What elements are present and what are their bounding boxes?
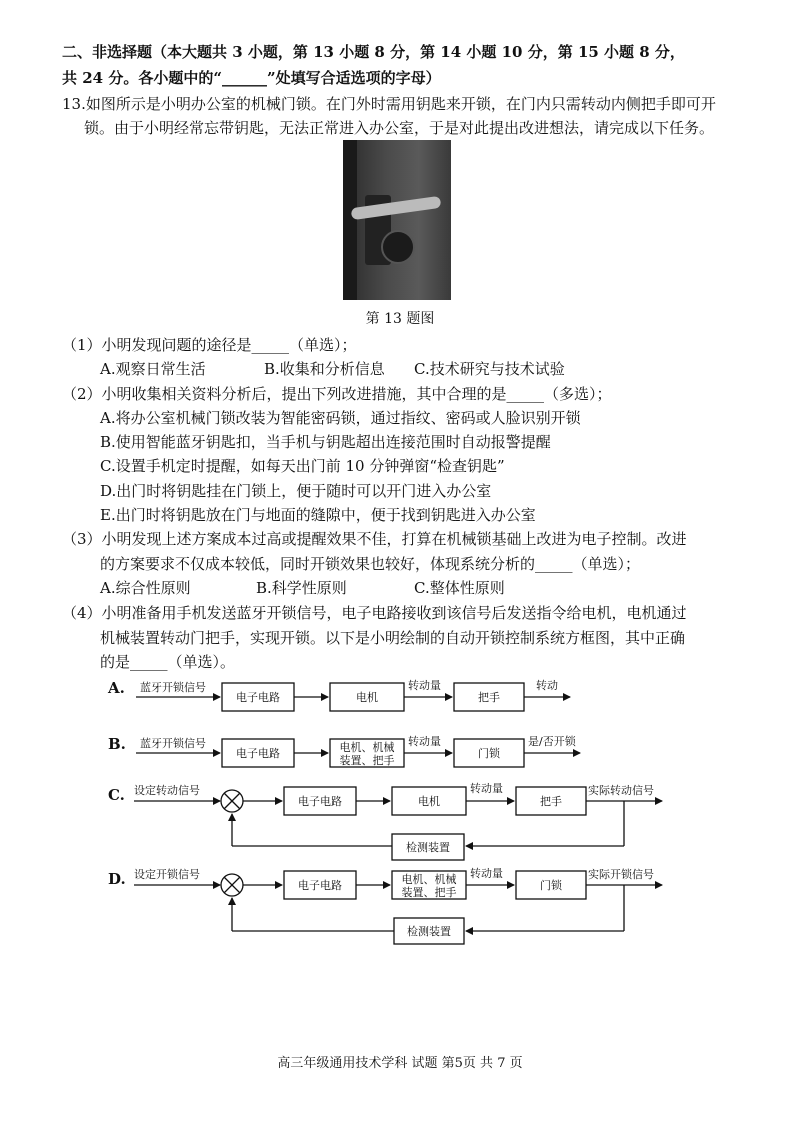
diagram-d-label: D.	[108, 870, 126, 888]
diagram-d-box2-line2: 装置、把手	[401, 886, 457, 899]
diagram-a-label: A.	[108, 679, 125, 697]
diagram-b-box3: 门锁	[478, 747, 500, 760]
diagram-d-box1: 电子电路	[298, 879, 342, 892]
diagram-c-feedback: 检测装置	[406, 841, 450, 854]
diagram-a-box3: 把手	[478, 691, 500, 704]
sub2-option-e: E.出门时将钥匙放在门与地面的缝隙中，便于找到钥匙进入办公室	[100, 506, 536, 524]
section-heading-line1: 二、非选择题（本大题共 3 小题，第 13 小题 8 分，第 14 小题 10 分，第 15 小题 8 分，	[62, 43, 685, 61]
diagram-d-input: 设定开锁信号	[134, 868, 200, 881]
q13-intro-line2: 锁。由于小明经常忘带钥匙，无法正常进入办公室，于是对此提出改进想法，请完成以下任务。	[84, 119, 715, 137]
sub4-question-line2: 机械装置转动门把手，实现开锁。以下是小明绘制的自动开锁控制系统方框图，其中正确	[100, 629, 686, 647]
diagram-c-mid: 转动量	[470, 782, 503, 795]
diagram-a-mid: 转动量	[408, 679, 441, 692]
diagram-b-box2-line1: 电机、机械	[339, 741, 395, 754]
sub2-option-d: D.出门时将钥匙挂在门锁上，便于随时可以开门进入办公室	[100, 482, 492, 500]
sub4-question-line1: （4）小明准备用手机发送蓝牙开锁信号，电子电路接收到该信号后发送指令给电机，电机通过	[62, 604, 687, 622]
diagram-d-box2-line1: 电机、机械	[401, 873, 457, 886]
diagram-c-box3: 把手	[540, 795, 562, 808]
diagram-c-input: 设定转动信号	[134, 784, 200, 797]
diagram-a-input: 蓝牙开锁信号	[140, 681, 206, 694]
diagram-d-box3: 门锁	[540, 879, 562, 892]
sub3-question-line2: 的方案要求不仅成本较低，同时开锁效果也较好，体现系统分析的_____（单选）；	[100, 555, 641, 573]
sub3-option-c: C.整体性原则	[414, 579, 505, 597]
sub3-question-line1: （3）小明发现上述方案成本过高或提醒效果不佳，打算在机械锁基础上改进为电子控制。改进	[62, 530, 687, 548]
diagram-b-box2-line2: 装置、把手	[339, 754, 395, 767]
diagram-a-box1: 电子电路	[236, 691, 280, 704]
diagram-d-output: 实际开锁信号	[588, 868, 654, 881]
sub3-option-b: B.科学性原则	[256, 579, 347, 597]
diagram-d-mid: 转动量	[470, 867, 503, 880]
sub1-question: （1）小明发现问题的途径是_____（单选）；	[62, 336, 357, 354]
diagram-c-box2: 电机	[418, 795, 440, 808]
sub1-option-c: C.技术研究与技术试验	[414, 360, 565, 378]
diagram-c-label: C.	[108, 786, 125, 804]
sub2-option-b: B.使用智能蓝牙钥匙扣，当手机与钥匙超出连接范围时自动报警提醒	[100, 433, 551, 451]
sub3-option-a: A.综合性原则	[100, 579, 191, 597]
q13-intro-line1: 13.如图所示是小明办公室的机械门锁。在门外时需用钥匙来开锁，在门内只需转动内侧把手即可开	[62, 95, 716, 113]
figure-caption: 第 13 题图	[365, 311, 435, 327]
sub2-option-a: A.将办公室机械门锁改装为智能密码锁，通过指纹、密码或人脸识别开锁	[100, 409, 581, 427]
diagram-c-output: 实际转动信号	[588, 784, 654, 797]
diagram-b-box1: 电子电路	[236, 747, 280, 760]
sub1-option-a: A.观察日常生活	[100, 360, 206, 378]
diagram-d-feedback: 检测装置	[407, 925, 451, 938]
diagram-c-box1: 电子电路	[298, 795, 342, 808]
diagram-b-input: 蓝牙开锁信号	[140, 737, 206, 750]
page-footer: 高三年级通用技术学科 试题 第5页 共 7 页	[277, 1056, 523, 1071]
diagram-b-mid: 转动量	[408, 735, 441, 748]
sub2-option-c: C.设置手机定时提醒，如每天出门前 10 分钟弹窗“检查钥匙”	[100, 457, 505, 475]
sub1-option-b: B.收集和分析信息	[264, 360, 385, 378]
diagram-a-box2: 电机	[356, 691, 378, 704]
diagram-b-label: B.	[108, 735, 126, 753]
sub4-question-line3: 的是_____（单选）。	[100, 653, 236, 671]
section-heading-line2: 共 24 分。各小题中的“______”处填写合适选项的字母）	[62, 69, 441, 87]
diagram-b-output: 是/否开锁	[528, 735, 576, 748]
diagram-a-output: 转动	[536, 679, 558, 692]
sub2-question: （2）小明收集相关资料分析后，提出下列改进措施，其中合理的是_____（多选）；	[62, 385, 612, 403]
